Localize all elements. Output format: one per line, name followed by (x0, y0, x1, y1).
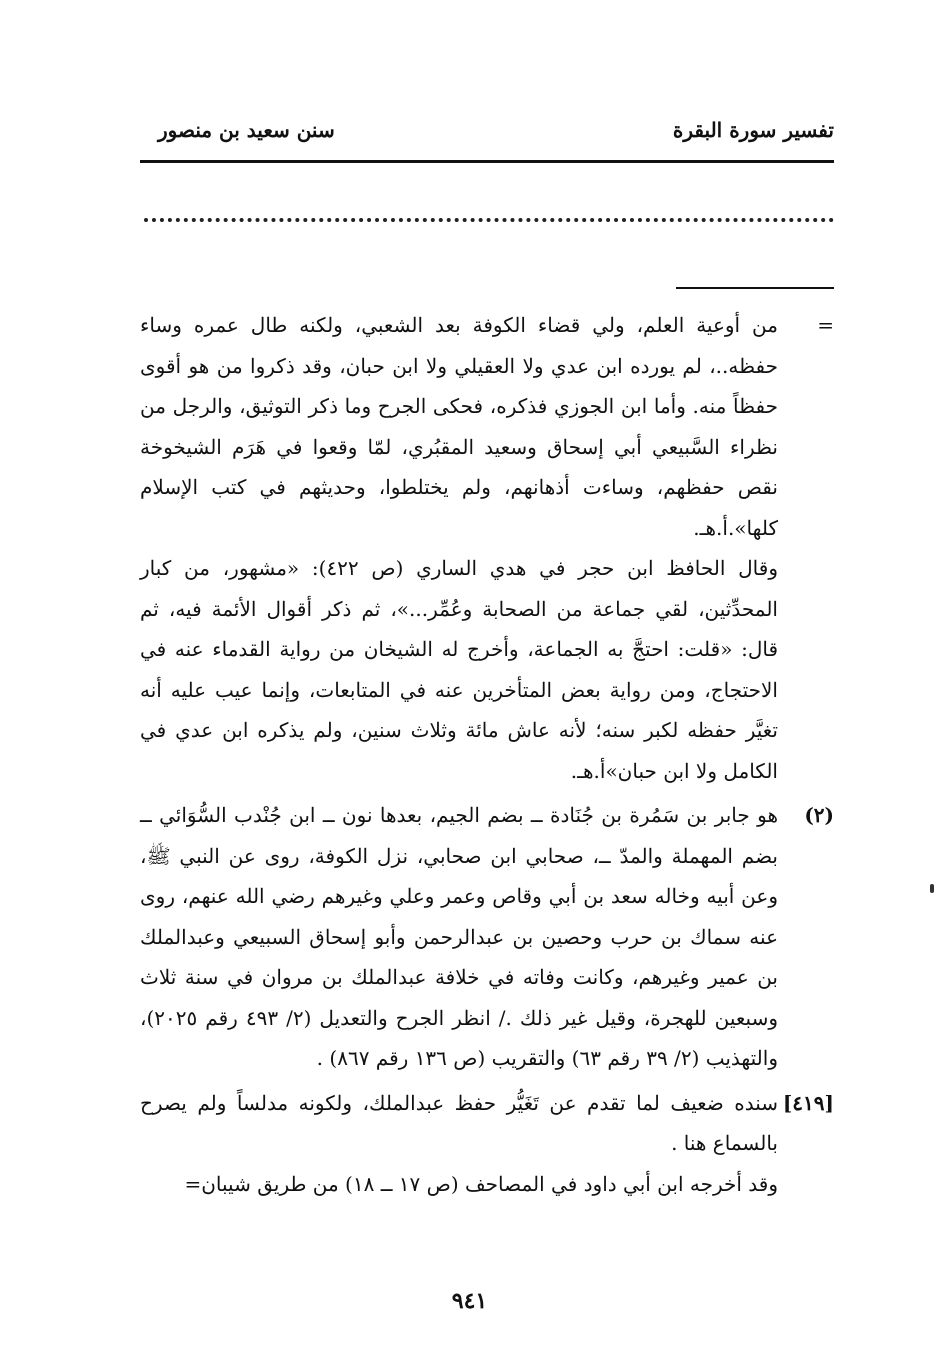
footnote-2-marker: (٢) (804, 803, 834, 827)
commentary-text: سنده ضعيف لما تقدم عن تَغَيُّر حفظ عبدالملك، ولكونه مدلساً ولم يصرح بالسماع هنا . (140, 1090, 778, 1155)
footnote-2 (140, 795, 834, 1079)
running-header (140, 112, 834, 152)
continuation-text: من أوعية العلم، ولي قضاء الكوفة بعد الشعبي، ولكنه طال عمره وساء حفظه..، لم يورده ابن عدي ولا العقيلي ولا ابن حبان، وقد ذكروا من هو أقوى حفظاً منه. وأما ابن الجوزي فذكره، فحكى الجرح وما ذكر التوثيق، والرجل من نظراء السَّبيعي أبي إسحاق وسعيد المقبُري، لمّا وقعوا في هَرَم الشيخوخة نقص حفظهم، وساءت أذهانهم، ولم يختلطوا، وحديثهم في كتب الإسلام كلها».أ.هـ. (140, 313, 778, 540)
scan-mark (930, 884, 934, 893)
commentary-marker: [٤١٩] (782, 1090, 834, 1115)
footnote-continuation (140, 305, 834, 548)
surah-title: تفسير سورة البقرة (672, 118, 834, 142)
book-title: سنن سعيد بن منصور (158, 118, 335, 142)
ibn-hajar-paragraph: وقال الحافظ ابن حجر في هدي الساري (ص ٤٢٢): «مشهور، من كبار المحدِّثين، لقي جماعة من الصحابة وعُمِّر...»، ثم ذكر أقوال الأئمة فيه، ثم قال: «قلت: احتجَّ به الجماعة، وأخرج له الشيخان من رواية القدماء عنه في الاحتجاج، ومن رواية بعض المتأخرين عنه في المتابعات، وإنما عيب عليه أنه تغيَّر حفظه لكبر سنه؛ لأنه عاش مائة وثلاث سنين، ولم يذكره ابن عدي في الكامل ولا ابن حبان»أ.هـ. (140, 556, 778, 783)
footnote-divider (676, 287, 834, 289)
footnotes-body (140, 305, 834, 1204)
continuation-marker: = (817, 313, 834, 337)
commentary-419 (140, 1083, 834, 1164)
page-number: ٩٤١ (451, 1288, 488, 1314)
footnote-2-text: هو جابر بن سَمُرة بن جُنَادة ــ بضم الجيم، بعدها نون ــ ابن جُنْدب السُّوَائي ــ بضم المهملة والمدّ ــ، صحابي ابن صحابي، نزل الكوفة، روى عن النبي ﷺ، وعن أبيه وخاله سعد بن أبي وقاص وعمر وعلي وغيرهم رضي الله عنهم، روى عنه سماك بن حرب وحصين بن عبدالرحمن وأبو إسحاق السبيعي وعبدالملك بن عمير وغيرهم، وكانت وفاته في خلافة عبدالملك بن مروان في سنة ثلاث وسبعين للهجرة، وقيل غير ذلك ./ انظر الجرح والتعديل (٢/ ٤٩٣ رقم ٢٠٢٥)، والتهذيب (٢/ ٣٩ رقم ٦٣) والتقريب (ص ١٣٦ رقم ٨٦٧) . (140, 803, 778, 1070)
header-divider (140, 160, 834, 163)
commentary-continuation: وقد أخرجه ابن أبي داود في المصاحف (ص ١٧ ــ ١٨) من طريق شيبان= (184, 1171, 778, 1196)
dotted-separator (144, 198, 834, 222)
